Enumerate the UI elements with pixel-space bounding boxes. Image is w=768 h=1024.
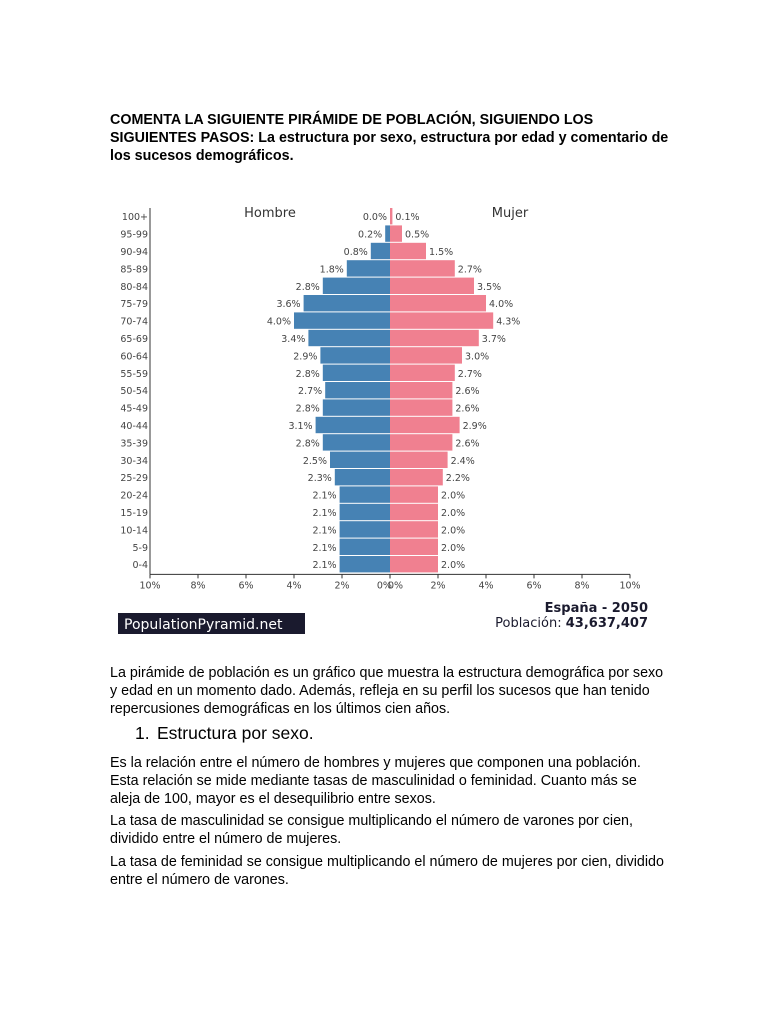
- x-tick-label: 0%: [376, 580, 392, 592]
- male-data-label: 2.8%: [295, 403, 320, 415]
- male-data-label: 2.8%: [295, 438, 320, 450]
- x-tick-label: 2%: [334, 580, 350, 592]
- male-bar: [320, 347, 390, 363]
- female-data-label: 2.6%: [455, 403, 480, 415]
- age-label: 45-49: [120, 403, 148, 415]
- female-bar: [390, 382, 452, 398]
- age-label: 10-14: [120, 525, 148, 537]
- female-data-label: 3.5%: [477, 281, 502, 293]
- age-label: 65-69: [120, 334, 148, 345]
- female-bar: [390, 243, 426, 259]
- male-bar: [308, 330, 390, 346]
- female-bar: [390, 312, 493, 328]
- male-bar: [316, 417, 390, 433]
- female-data-label: 2.6%: [455, 386, 480, 398]
- female-bar: [390, 417, 460, 433]
- age-label: 60-64: [120, 351, 148, 363]
- male-bar: [304, 295, 390, 311]
- age-label: 50-54: [120, 386, 148, 398]
- female-data-label: 4.3%: [496, 316, 521, 328]
- female-bar: [390, 504, 438, 520]
- female-bar: [390, 486, 438, 502]
- age-label: 35-39: [120, 438, 148, 450]
- section-number: 1.: [135, 723, 150, 743]
- male-data-label: 2.7%: [298, 386, 323, 398]
- age-label: 25-29: [120, 473, 148, 485]
- male-bar: [340, 556, 390, 572]
- male-data-label: 0.2%: [358, 229, 383, 241]
- population-pyramid-chart: [110, 198, 655, 638]
- female-data-label: 3.7%: [481, 334, 506, 345]
- female-bar: [390, 452, 448, 468]
- male-bar: [323, 365, 390, 381]
- x-tick-label: 0%: [388, 580, 404, 592]
- paragraph-2: La tasa de masculinidad se consigue multiplicando el número de varones por cien, dividido entre el número de mujeres.: [110, 813, 633, 847]
- female-bar: [390, 260, 455, 276]
- female-data-label: 1.5%: [429, 247, 454, 258]
- age-label: 30-34: [120, 455, 148, 467]
- male-data-label: 4.0%: [266, 316, 291, 328]
- age-label: 40-44: [120, 421, 148, 432]
- female-bar: [390, 208, 392, 224]
- age-label: 90-94: [120, 247, 148, 258]
- male-data-label: 2.8%: [295, 281, 320, 293]
- x-tick-label: 8%: [190, 580, 206, 592]
- male-bar: [347, 260, 390, 276]
- male-bar: [294, 312, 390, 328]
- male-data-label: 2.5%: [302, 455, 327, 467]
- male-bar: [325, 382, 390, 398]
- legend-hombre: Hombre: [244, 206, 296, 221]
- female-bar: [390, 347, 462, 363]
- x-tick-label: 8%: [574, 580, 590, 592]
- female-data-label: 2.9%: [462, 421, 487, 432]
- male-bar: [335, 469, 390, 485]
- female-data-label: 2.6%: [455, 438, 480, 450]
- age-label: 55-59: [120, 368, 148, 380]
- age-label: 0-4: [132, 560, 148, 572]
- age-label: 80-84: [120, 281, 148, 293]
- female-bar: [390, 278, 474, 294]
- female-bar: [390, 399, 452, 415]
- male-data-label: 3.4%: [281, 334, 306, 345]
- age-label: 15-19: [120, 508, 148, 519]
- male-bar: [340, 521, 390, 537]
- male-bar: [340, 539, 390, 555]
- population-label: Población:: [495, 616, 562, 631]
- male-data-label: 2.1%: [312, 490, 337, 502]
- male-bar: [330, 452, 390, 468]
- male-bar: [323, 434, 390, 450]
- male-data-label: 0.0%: [362, 212, 387, 224]
- female-data-label: 2.0%: [441, 542, 466, 554]
- female-data-label: 2.0%: [441, 525, 466, 537]
- legend-mujer: Mujer: [491, 206, 529, 221]
- x-tick-label: 10%: [619, 580, 641, 592]
- page-heading: [110, 111, 670, 165]
- female-bar: [390, 556, 438, 572]
- female-data-label: 2.2%: [445, 473, 470, 485]
- female-data-label: 3.0%: [465, 351, 490, 363]
- female-data-label: 2.0%: [441, 490, 466, 502]
- male-data-label: 3.1%: [288, 421, 313, 432]
- male-data-label: 2.9%: [293, 351, 318, 363]
- male-data-label: 1.8%: [319, 264, 344, 276]
- female-bar: [390, 330, 479, 346]
- female-bar: [390, 225, 402, 241]
- female-bar: [390, 434, 452, 450]
- x-tick-label: 4%: [286, 580, 302, 592]
- age-label: 70-74: [120, 316, 148, 328]
- female-data-label: 2.7%: [457, 368, 482, 380]
- male-data-label: 2.1%: [312, 542, 337, 554]
- x-tick-label: 6%: [238, 580, 254, 592]
- female-data-label: 0.5%: [405, 229, 430, 241]
- female-bar: [390, 365, 455, 381]
- age-label: 20-24: [120, 490, 148, 502]
- intro-paragraph: La pirámide de población es un gráfico que muestra la estructura demográfica por sexo y edad en un momento dado. Además, refleja en su perfil los sucesos que han tenido repercusiones demográficas en los últimos cien años.: [110, 665, 664, 717]
- female-data-label: 4.0%: [489, 299, 514, 311]
- male-data-label: 2.1%: [312, 560, 337, 572]
- population-value: 43,637,407: [565, 616, 648, 631]
- male-bar: [340, 486, 390, 502]
- male-data-label: 2.1%: [312, 525, 337, 537]
- section-title-text: Estructura por sexo.: [157, 723, 314, 743]
- section-title: [135, 722, 314, 744]
- age-label: 5-9: [132, 542, 148, 554]
- female-data-label: 0.1%: [395, 212, 420, 224]
- male-bar: [385, 225, 390, 241]
- paragraph-1: Es la relación entre el número de hombres y mujeres que componen una población. Esta relación se mide mediante tasas de masculinidad o feminidad. Cuanto más se aleja de 100, mayor es el desequilibrio entre sexos.: [110, 755, 641, 807]
- male-data-label: 3.6%: [276, 299, 301, 311]
- x-tick-label: 2%: [430, 580, 446, 592]
- x-tick-label: 4%: [478, 580, 494, 592]
- male-data-label: 2.1%: [312, 508, 337, 519]
- male-bar: [323, 278, 390, 294]
- brand-label: PopulationPyramid.net: [124, 617, 283, 633]
- female-data-label: 2.0%: [441, 508, 466, 519]
- male-bar: [323, 399, 390, 415]
- age-label: 95-99: [120, 229, 148, 241]
- female-data-label: 2.0%: [441, 560, 466, 572]
- age-label: 75-79: [120, 299, 148, 311]
- age-label: 100+: [121, 212, 148, 224]
- population-line: [495, 616, 648, 631]
- male-bar: [340, 504, 390, 520]
- heading-bold: COMENTA LA SIGUIENTE PIRÁMIDE DE POBLACIÓN, SIGUIENDO LOS SIGUIENTES PASOS:: [110, 112, 594, 146]
- paragraph-3: La tasa de feminidad se consigue multiplicando el número de mujeres por cien, dividido entre el número de varones.: [110, 854, 664, 888]
- heading-rest: La estructura por sexo, estructura por edad y comentario de los sucesos demográficos.: [110, 130, 669, 164]
- male-data-label: 2.8%: [295, 368, 320, 380]
- female-bar: [390, 521, 438, 537]
- age-label: 85-89: [120, 264, 148, 276]
- country-year: España - 2050: [544, 601, 648, 616]
- male-data-label: 2.3%: [307, 473, 332, 485]
- female-data-label: 2.4%: [450, 455, 475, 467]
- female-data-label: 2.7%: [457, 264, 482, 276]
- male-data-label: 0.8%: [343, 247, 368, 258]
- female-bar: [390, 469, 443, 485]
- x-tick-label: 10%: [139, 580, 161, 592]
- female-bar: [390, 295, 486, 311]
- male-bar: [371, 243, 390, 259]
- female-bar: [390, 539, 438, 555]
- x-tick-label: 6%: [526, 580, 542, 592]
